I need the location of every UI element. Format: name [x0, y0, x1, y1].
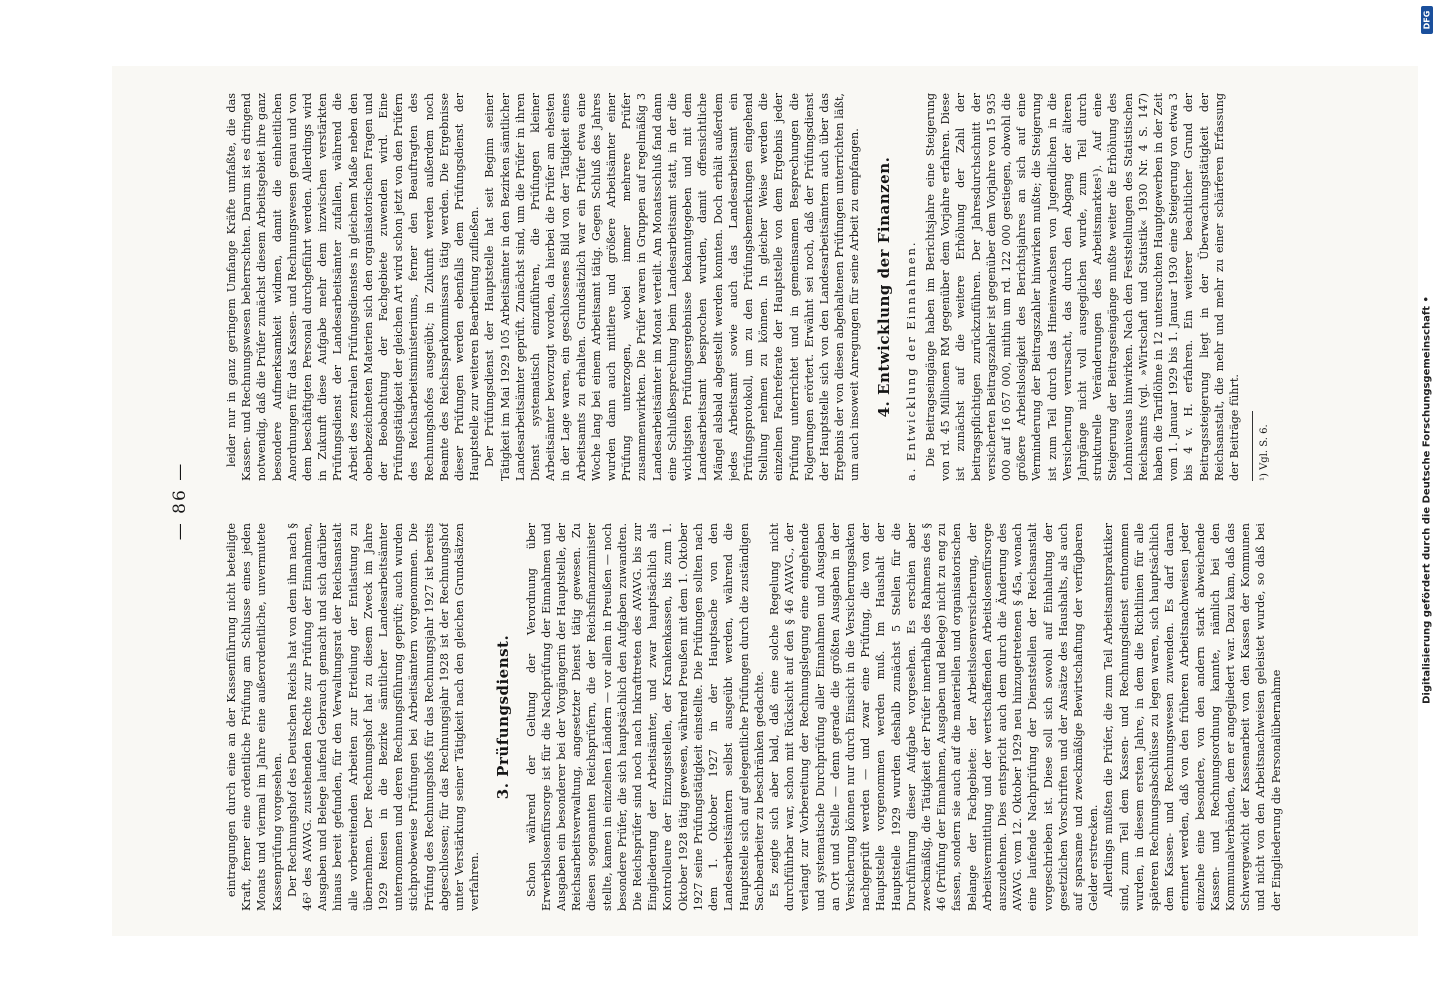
- scanned-page: [112, 66, 1418, 936]
- digitization-credit: Digitalisierung gefördert durch die Deutsche Forschungsgemeinschaft •: [1421, 296, 1433, 704]
- dfg-logo-text: DFG: [1422, 10, 1432, 30]
- page-content: [170, 91, 1360, 911]
- section-heading: 4. Entwicklung der Finanzen.: [874, 156, 893, 418]
- paragraph: leider nur in ganz geringem Umfange Kräfte umfaßte, die das Kassen- und Rechnungswesen beherrschten. Darum ist es dringend notwendig, daß die Prüfer zunächst diesem Arbeitsgebiet ihre ganz besondere Aufmerksamkeit widmen, damit die einheitlichen Anordnungen für das Kassen- und Rechnungswesen genau und von dem beschäftigten Personal durchgeführt werden. Allerdings wird in Zukunft diese Aufgabe mehr dem inzwischen verstärkten Prüfungsdienst der Landesarbeitsämter zufallen, während die Arbeit des zentralen Prüfungsdienstes in gleichem Maße neben den obenbezeichneten Materien sich den organisatorischen Fragen und der Beobachtung der Fachgebiete zuwenden wird. Eine Prüfungstätigkeit der gleichen Art wird schon jetzt von den Prüfern des Reichsarbeitsministeriums, ferner den Beauftragten des Rechnungshofes ausgeübt; in Zukunft werden außerdem noch Beamte des Reichssparkommissars tätig werden. Die Ergebnisse dieser Prüfungen werden ebenfalls dem Prüfungsdienst der Hauptstelle zur weiteren Bearbeitung zufließen.: [225, 93, 482, 481]
- dfg-logo-icon: [1421, 6, 1433, 34]
- left-column: [224, 523, 1344, 911]
- section-heading: 3. Prüfungsdienst.: [494, 634, 513, 800]
- paragraph: Die Beitragseingänge haben im Berichtsjahre eine Steigerung von rd. 45 Millionen RM gegenüber dem Vorjahre erfahren. Diese ist zunächst auf die weitere Erhöhung der Zahl der beitragspflichtigen zurückzuführen. Der Jahresdurchschnitt der versicherten Beitragszahler ist gegenüber dem Vorjahre von 15 935 000 auf 16 057 000, mithin um rd. 122 000 gestiegen, obwohl die größere Arbeitslosigkeit des Berichtsjahres an sich auf eine Verminderung der Beitragszahler hinwirken mußte; die Steigerung ist zum Teil durch das Hineinwachsen von Jugendlichen in die Versicherung verursacht, das durch den Abgang der älteren Jahrgänge nicht voll ausgeglichen wurde, zum Teil durch strukturelle Veränderungen des Arbeitsmarktes¹). Auf eine Steigerung der Beitragseingänge mußte weiter die Erhöhung des Lohnniveaus hinwirken. Nach den Feststellungen des Statistischen Reichsamts (vgl. »Wirtschaft und Statistik« 1930 Nr. 4 S. 147) haben die Tariflöhne in 12 untersuchten Hauptgewerben in der Zeit vom 1. Januar 1929 bis 1. Januar 1930 eine Steigerung von etwa 3 bis 4 v. H. erfahren. Ein weiterer beachtlicher Grund der Beitragssteigerung liegt in der Überwachungstätigkeit der Reichsanstalt, die mehr und mehr zu einer schärferen Erfassung der Beiträge führt.: [923, 93, 1241, 481]
- page-number-header: — 86 —: [170, 461, 190, 541]
- footnote: ¹) Vgl. S. 6.: [1259, 424, 1271, 481]
- paragraph: Schon während der Geltung der Verordnung über Erwerbslosenfürsorge ist für die Nachprüfung der Einnahmen und Ausgaben ein besonderer bei der Vorgängerin der Hauptstelle, der Reichsarbeitsverwaltung, angesetzter Dienst tätig gewesen. Zu diesen sogenannten Reichsprüfern, die der Reichsfinanzminister stellte, kamen in einzelnen Ländern — vor allem in Preußen — noch besondere Prüfer, die sich hauptsächlich den Aufgaben zuwandten. Die Reichsprüfer sind noch nach Inkrafttreten des AVAVG. bis zur Eingliederung der Arbeitsämter, und zwar hauptsächlich als Kontrolleure der Einzugsstellen, der Krankenkassen, bis zum 1. Oktober 1928 tätig gewesen, während Preußen mit dem 1. Oktober 1927 seine Prüfungstätigkeit einstellte. Die Prüfungen sollten nach dem 1. Oktober 1927 in der Hauptsache von den Landesarbeitsämtern selbst ausgeübt werden, während die Hauptstelle sich auf gelegentliche Prüfungen durch die zuständigen Sachbearbeiter zu beschränken gedachte.: [524, 523, 766, 911]
- subsection-heading: a. Entwicklung der Einnahmen.: [903, 240, 918, 481]
- right-column: [224, 93, 1344, 481]
- paragraph: Der Prüfungsdienst der Hauptstelle hat seit Beginn seiner Tätigkeit im Mai 1929 105 Arbeitsämter in den Bezirken sämtlicher Landesarbeitsämter geprüft. Zunächst sind, um die Prüfer in ihren Dienst systematisch einzuführen, die Prüfungen kleiner Arbeitsämter bevorzugt worden, da hierbei die Prüfer am ehesten in der Lage waren, ein geschlossenes Bild von der Tätigkeit eines Arbeitsamts zu erhalten. Grundsätzlich war ein Prüfer etwa eine Woche lang bei einem Arbeitsamt tätig. Gegen Schluß des Jahres wurden dann auch mittlere und größere Arbeitsämter einer Prüfung unterzogen, wobei immer mehrere Prüfer zusammenwirkten. Die Prüfer waren in Gruppen auf regelmäßig 3 Landesarbeitsämter im Monat verteilt. Am Monatsschluß fand dann eine Schlußbesprechung beim Landesarbeitsamt statt, in der die wichtigsten Prüfungsergebnisse bekanntgegeben und mit dem Landesarbeitsamt besprochen wurden, damit offensichtliche Mängel alsbald abgestellt werden konnten. Doch erhält außerdem jedes Arbeitsamt sowie auch das Landesarbeitsamt ein Prüfungsprotokoll, um zu den Prüfungsbemerkungen eingehend Stellung nehmen zu können. In gleicher Weise werden die einzelnen Fachreferate der Hauptstelle von dem Ergebnis jeder Prüfung unterrichtet und in gemeinsamen Besprechungen die Folgerungen erörtert. Erwähnt sei noch, daß der Prüfungsdienst der Hauptstelle sich von den Landesarbeitsämtern auch über das Ergebnis der von diesen abgehaltenen Prüfungen unterrichten läßt, um auch insoweit Anregungen für seine Arbeit zu empfangen.: [483, 93, 862, 481]
- paragraph: Der Rechnungshof des Deutschen Reichs hat von dem ihm nach § 46³ des AVAVG. zustehenden Rechte zur Prüfung der Einnahmen, Ausgaben und Belege laufend Gebrauch gemacht und sich darüber hinaus bereit gefunden, für den Verwaltungsrat der Reichsanstalt alle vorbereitenden Arbeiten zur Erteilung der Entlastung zu übernehmen. Der Rechnungshof hat zu diesem Zweck im Jahre 1929 Reisen in die Bezirke sämtlicher Landesarbeitsämter unternommen und deren Rechnungsführung geprüft; auch wurden stichprobeweise Prüfungen bei Arbeitsämtern vorgenommen. Die Prüfung des Rechnungshofs für das Rechnungsjahr 1927 ist bereits abgeschlossen; für das Rechnungsjahr 1928 ist der Rechnungshof unter Verstärkung seiner Tätigkeit nach den gleichen Grundsätzen verfahren.: [285, 523, 482, 911]
- digitization-sidebar: [1420, 0, 1434, 1000]
- footnote-divider: [1252, 411, 1253, 481]
- paragraph: eintragungen durch eine an der Kassenführung nicht beteiligte Kraft, ferner eine ordentliche Prüfung am Schlusse eines jeden Monats und viermal im Jahre eine außerordentliche, unvermutete Kassenprüfung vorgesehen.: [225, 523, 284, 911]
- paragraph: Es zeigte sich aber bald, daß eine solche Regelung nicht durchführbar war, schon mit Rücksicht auf den § 46 AVAVG., der verlangt zur Vorbereitung der Rechnungslegung eine eingehende und systematische Durchprüfung aller Einnahmen und Ausgaben an Ort und Stelle — denn gerade die größten Ausgaben in der Versicherung können nur durch Einsicht in die Versicherungsakten nachgeprüft werden — und zwar eine Prüfung, die von der Hauptstelle vorgenommen werden muß. Im Haushalt der Hauptstelle 1929 wurden deshalb zunächst 5 Stellen für die Durchführung dieser Aufgabe vorgesehen. Es erschien aber zweckmäßig, die Tätigkeit der Prüfer innerhalb des Rahmens des § 46 (Prüfung der Einnahmen, Ausgaben und Belege) nicht zu eng zu fassen, sondern sie auch auf die materiellen und organisatorischen Belange der Fachgebiete: der Arbeitslosenversicherung, der Arbeitsvermittlung und der wertschaffenden Arbeitslosenfürsorge auszudehnen. Dies entspricht auch dem durch die Änderung des AVAVG. vom 12. Oktober 1929 neu hinzugetretenen § 45a, wonach eine laufende Nachprüfung der Dienststellen der Reichsanstalt vorgeschrieben ist. Diese soll sich sowohl auf Einhaltung der gesetzlichen Vorschriften und der Ansätze des Haushalts, als auch auf sparsame und zweckmäßige Bewirtschaftung der verfügbaren Gelder erstrecken.: [767, 523, 1101, 911]
- paragraph: Allerdings mußten die Prüfer, die zum Teil Arbeitsamtspraktiker sind, zum Teil dem Kassen- und Rechnungsdienst entnommen wurden, in diesem ersten Jahre, in dem die Richtlinien für alle späteren Rechnungsabschlüsse zu legen waren, sich hauptsächlich dem Kassen- und Rechnungswesen zuwenden. Es darf daran erinnert werden, daß von den früheren Arbeitsnachweisen jeder einzelne eine besondere, von den andern stark abweichende Kassen- und Rechnungsordnung kannte, nämlich bei den Kommunalverbänden, dem er angegliedert war. Dazu kam, daß das Schwergewicht der Kassenarbeit von den Kassen der Kommunen und nicht von den Arbeitsnachweisen geleistet wurde, so daß bei der Eingliederung die Personalübernahme: [1102, 523, 1283, 911]
